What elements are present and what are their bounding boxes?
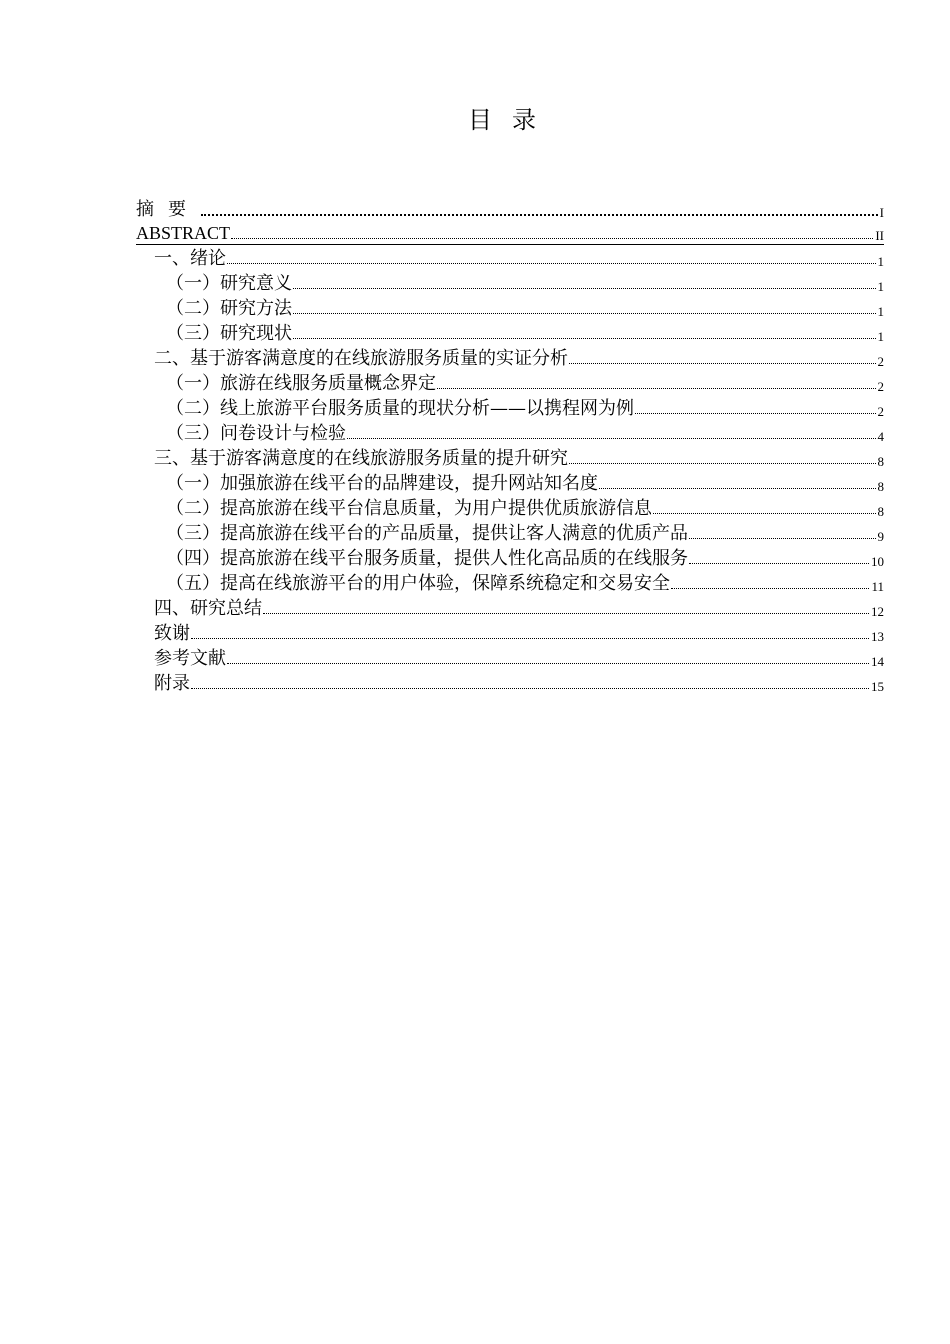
toc-entry[interactable]	[136, 345, 884, 370]
toc-entry[interactable]	[136, 245, 884, 270]
toc-entry-label: （二）提高旅游在线平台信息质量，为用户提供优质旅游信息	[166, 498, 652, 519]
toc-page-number: 15	[871, 679, 884, 694]
toc-entry-label: 附录	[154, 673, 190, 694]
dot-leader	[689, 538, 876, 539]
toc-page-number: 8	[877, 504, 884, 519]
dot-leader	[569, 463, 876, 464]
toc-page-number: 1	[877, 279, 884, 294]
dot-leader	[569, 363, 876, 364]
toc-page-number: 11	[871, 579, 884, 594]
toc-entry[interactable]	[136, 570, 884, 595]
toc-entry-label: （五）提高在线旅游平台的用户体验，保障系统稳定和交易安全	[166, 573, 670, 594]
dot-leader	[293, 313, 876, 314]
dot-leader	[671, 588, 869, 589]
toc-entry[interactable]	[136, 670, 884, 695]
toc-page-number: 1	[877, 329, 884, 344]
dot-leader	[437, 388, 876, 389]
toc-entry-label: （三）研究现状	[166, 323, 292, 344]
toc-entry[interactable]	[136, 445, 884, 470]
dot-leader	[653, 513, 876, 514]
toc-entry-label: （一）研究意义	[166, 273, 292, 294]
toc-entry-label: 摘要	[136, 199, 200, 220]
toc-entry[interactable]	[136, 620, 884, 645]
toc-entry[interactable]	[136, 270, 884, 295]
dot-leader	[201, 214, 878, 216]
toc-page-number: 9	[877, 529, 884, 544]
dot-leader	[263, 613, 869, 614]
toc-entry-label: 四、研究总结	[154, 598, 262, 619]
toc-entry-label: 一、绪论	[154, 248, 226, 269]
dot-leader	[635, 413, 876, 414]
toc-entry-label: （一）加强旅游在线平台的品牌建设，提升网站知名度	[166, 473, 598, 494]
toc-entry-label: （二）线上旅游平台服务质量的现状分析——以携程网为例	[166, 398, 634, 419]
toc-entry[interactable]	[136, 295, 884, 320]
toc-page-number: 2	[877, 354, 884, 369]
toc-page-number: 8	[877, 454, 884, 469]
toc-page-number: 2	[877, 404, 884, 419]
toc-entry[interactable]	[136, 370, 884, 395]
toc-page-number: I	[879, 205, 884, 220]
toc-page-number: 8	[877, 479, 884, 494]
page-title: 目录	[468, 106, 556, 134]
toc-entry[interactable]	[136, 520, 884, 545]
dot-leader	[293, 288, 876, 289]
toc-page-number: 12	[871, 604, 884, 619]
toc-entry-label: 参考文献	[154, 648, 226, 669]
toc-page-number: 1	[877, 304, 884, 319]
dot-leader	[293, 338, 876, 339]
dot-leader	[689, 563, 869, 564]
dot-leader	[191, 638, 869, 639]
toc-page-number: 2	[877, 379, 884, 394]
toc-page-number: 14	[871, 654, 884, 669]
toc-entry-label: （二）研究方法	[166, 298, 292, 319]
toc-page-number: 10	[871, 554, 884, 569]
toc-entry-label: 二、基于游客满意度的在线旅游服务质量的实证分析	[154, 348, 568, 369]
dot-leader	[227, 663, 869, 664]
toc-page-number: 1	[877, 254, 884, 269]
toc-page-number: 13	[871, 629, 884, 644]
toc-page-number: II	[875, 228, 884, 243]
toc-entry[interactable]	[136, 645, 884, 670]
toc-entry-label: （四）提高旅游在线平台服务质量，提供人性化高品质的在线服务	[166, 548, 688, 569]
dot-leader	[231, 238, 873, 239]
toc-entry[interactable]	[136, 420, 884, 445]
toc-entry[interactable]	[136, 395, 884, 420]
table-of-contents	[136, 196, 884, 695]
toc-entry-label: （一）旅游在线服务质量概念界定	[166, 373, 436, 394]
toc-entry[interactable]	[136, 545, 884, 570]
dot-leader	[599, 488, 876, 489]
toc-entry-label: 致谢	[154, 623, 190, 644]
dot-leader	[191, 688, 869, 689]
toc-entry-label: （三）问卷设计与检验	[166, 423, 346, 444]
toc-entry[interactable]	[136, 320, 884, 345]
dot-leader	[347, 438, 876, 439]
toc-entry-label: （三）提高旅游在线平台的产品质量，提供让客人满意的优质产品	[166, 523, 688, 544]
toc-entry-label: 三、基于游客满意度的在线旅游服务质量的提升研究	[154, 448, 568, 469]
toc-entry[interactable]	[136, 470, 884, 495]
toc-entry-label: ABSTRACT	[136, 223, 231, 243]
toc-page-number: 4	[877, 429, 884, 444]
dot-leader	[227, 263, 876, 264]
toc-entry[interactable]	[136, 221, 884, 245]
toc-entry[interactable]	[136, 196, 884, 221]
toc-entry[interactable]	[136, 495, 884, 520]
toc-entry[interactable]	[136, 595, 884, 620]
